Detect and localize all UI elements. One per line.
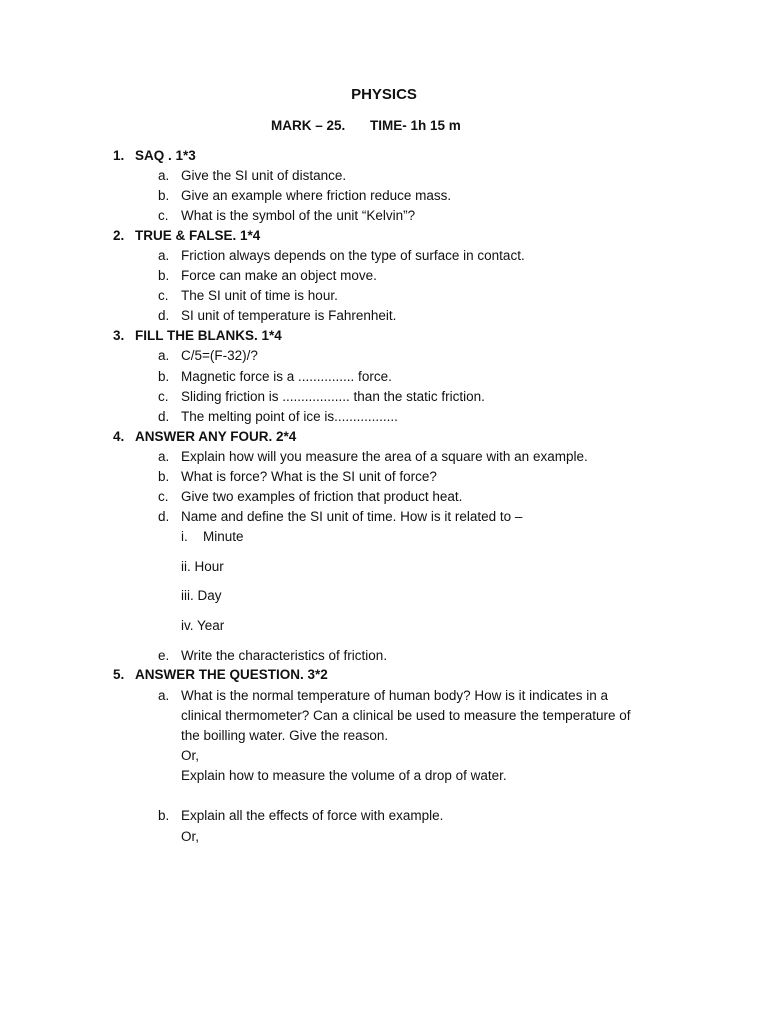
marks-label: MARK – 25.	[271, 118, 346, 133]
item-label: b.	[158, 469, 170, 484]
section-heading: TRUE & FALSE. 1*4	[135, 228, 261, 243]
question-text: The SI unit of time is hour.	[181, 288, 338, 303]
section-number: 5.	[113, 667, 125, 682]
question-text: Name and define the SI unit of time. How is it related to –	[181, 509, 523, 524]
question-text: Magnetic force is a ............... force.	[181, 369, 392, 384]
section-heading: ANSWER ANY FOUR. 2*4	[135, 429, 297, 444]
or-text: Or,	[181, 829, 200, 844]
item-label: a.	[158, 449, 170, 464]
subitem-text: Minute	[203, 529, 244, 544]
question-text: Give an example where friction reduce mass.	[181, 188, 452, 203]
question-text: The melting point of ice is.................	[181, 409, 398, 424]
question-text: C/5=(F-32)/?	[181, 348, 258, 363]
question-text-line: the boilling water. Give the reason.	[181, 728, 389, 743]
question-text: SI unit of temperature is Fahrenheit.	[181, 308, 397, 323]
question-text: Force can make an object move.	[181, 268, 377, 283]
item-label: c.	[158, 288, 169, 303]
item-label: d.	[158, 409, 170, 424]
question-text: What is the symbol of the unit “Kelvin”?	[181, 208, 416, 223]
subitem-text: iv. Year	[181, 618, 225, 633]
question-text-line: Explain how to measure the volume of a drop of water.	[181, 768, 507, 783]
section-number: 2.	[113, 228, 125, 243]
page-title: PHYSICS	[351, 86, 417, 103]
item-label: d.	[158, 308, 170, 323]
section-heading: ANSWER THE QUESTION. 3*2	[135, 667, 328, 682]
section-heading: SAQ . 1*3	[135, 148, 196, 163]
or-text: Or,	[181, 748, 200, 763]
item-label: e.	[158, 648, 170, 663]
item-label: a.	[158, 688, 170, 703]
question-text: Give two examples of friction that product heat.	[181, 489, 463, 504]
subitem-text: iii. Day	[181, 588, 222, 603]
subitem-text: ii. Hour	[181, 559, 224, 574]
question-text: Explain how will you measure the area of a square with an example.	[181, 449, 588, 464]
question-text-line: What is the normal temperature of human body? How is it indicates in a	[181, 688, 608, 703]
section-number: 4.	[113, 429, 125, 444]
question-text: Sliding friction is .................. than the static friction.	[181, 389, 485, 404]
item-label: b.	[158, 188, 170, 203]
item-label: a.	[158, 248, 170, 263]
item-label: b.	[158, 369, 170, 384]
question-text: Give the SI unit of distance.	[181, 168, 347, 183]
item-label: b.	[158, 268, 170, 283]
question-text: Write the characteristics of friction.	[181, 648, 388, 663]
question-text-line: Explain all the effects of force with example.	[181, 808, 444, 823]
question-text: Friction always depends on the type of surface in contact.	[181, 248, 525, 263]
item-label: c.	[158, 208, 169, 223]
section-number: 3.	[113, 328, 125, 343]
item-label: d.	[158, 509, 170, 524]
section-heading: FILL THE BLANKS. 1*4	[135, 328, 282, 343]
question-text-line: clinical thermometer? Can a clinical be used to measure the temperature of	[181, 708, 631, 723]
item-label: b.	[158, 808, 170, 823]
section-number: 1.	[113, 148, 125, 163]
subitem-label: i.	[181, 529, 188, 544]
item-label: c.	[158, 489, 169, 504]
item-label: c.	[158, 389, 169, 404]
item-label: a.	[158, 348, 170, 363]
time-label: TIME- 1h 15 m	[370, 118, 461, 133]
question-text: What is force? What is the SI unit of force?	[181, 469, 437, 484]
item-label: a.	[158, 168, 170, 183]
